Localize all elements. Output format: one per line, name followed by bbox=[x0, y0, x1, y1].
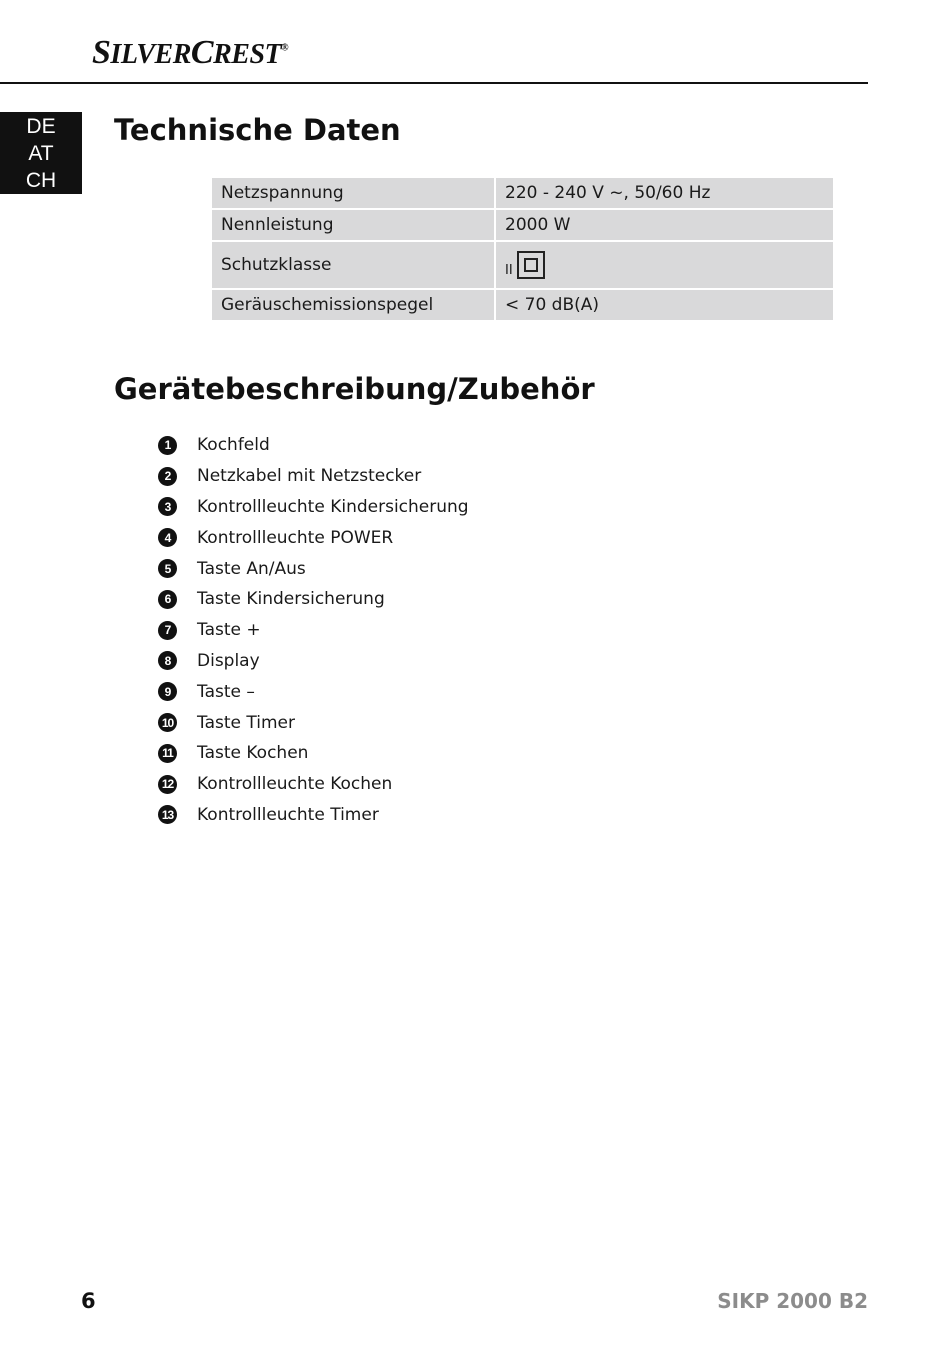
spec-value: < 70 dB(A) bbox=[496, 290, 833, 320]
list-item bbox=[158, 461, 469, 492]
protection-class-label: II bbox=[505, 263, 513, 278]
lang-at: AT bbox=[28, 141, 54, 165]
part-label: Kontrollleuchte POWER bbox=[197, 527, 394, 548]
spec-label: Netzspannung bbox=[212, 178, 494, 208]
spec-value: 220 - 240 V ~, 50/60 Hz bbox=[496, 178, 833, 208]
parts-list bbox=[158, 430, 469, 830]
part-label: Netzkabel mit Netzstecker bbox=[197, 466, 422, 487]
number-badge-icon: 9 bbox=[158, 682, 177, 701]
part-label: Kontrollleuchte Timer bbox=[197, 804, 379, 825]
table-row bbox=[212, 210, 833, 240]
number-badge-icon: 10 bbox=[158, 713, 177, 732]
double-square-icon bbox=[517, 251, 545, 279]
list-item bbox=[158, 676, 469, 707]
list-item bbox=[158, 584, 469, 615]
list-item bbox=[158, 522, 469, 553]
number-badge-icon: 3 bbox=[158, 497, 177, 516]
table-row bbox=[212, 242, 833, 288]
number-badge-icon: 13 bbox=[158, 805, 177, 824]
list-item bbox=[158, 769, 469, 800]
list-item bbox=[158, 430, 469, 461]
number-badge-icon: 8 bbox=[158, 651, 177, 670]
list-item bbox=[158, 646, 469, 677]
list-item bbox=[158, 492, 469, 523]
number-badge-icon: 6 bbox=[158, 590, 177, 609]
parts-heading: Gerätebeschreibung/Zubehör bbox=[114, 372, 595, 406]
list-item bbox=[158, 707, 469, 738]
protection-class-2-icon bbox=[505, 251, 545, 279]
lang-de: DE bbox=[26, 114, 56, 138]
number-badge-icon: 5 bbox=[158, 559, 177, 578]
table-row bbox=[212, 178, 833, 208]
part-label: Kontrollleuchte Kochen bbox=[197, 774, 393, 795]
spec-value: 2000 W bbox=[496, 210, 833, 240]
number-badge-icon: 12 bbox=[158, 775, 177, 794]
list-item bbox=[158, 553, 469, 584]
list-item bbox=[158, 800, 469, 831]
number-badge-icon: 1 bbox=[158, 436, 177, 455]
part-label: Taste Kochen bbox=[197, 743, 309, 764]
spec-label: Nennleistung bbox=[212, 210, 494, 240]
number-badge-icon: 4 bbox=[158, 528, 177, 547]
spec-label: Schutzklasse bbox=[212, 242, 494, 288]
number-badge-icon: 11 bbox=[158, 744, 177, 763]
part-label: Kochfeld bbox=[197, 435, 270, 456]
brand-logo: SILVERCREST® bbox=[92, 34, 289, 71]
part-label: Taste + bbox=[197, 620, 261, 641]
part-label: Taste – bbox=[197, 681, 255, 702]
tech-data-table bbox=[210, 176, 835, 322]
part-label: Display bbox=[197, 650, 260, 671]
page-number: 6 bbox=[81, 1289, 96, 1313]
table-row bbox=[212, 290, 833, 320]
tech-data-heading: Technische Daten bbox=[114, 113, 401, 147]
number-badge-icon: 7 bbox=[158, 621, 177, 640]
model-name: SIKP 2000 B2 bbox=[717, 1289, 868, 1313]
spec-value bbox=[496, 242, 833, 288]
language-tab bbox=[0, 112, 82, 194]
part-label: Kontrollleuchte Kindersicherung bbox=[197, 496, 469, 517]
list-item bbox=[158, 738, 469, 769]
list-item bbox=[158, 615, 469, 646]
lang-ch: CH bbox=[25, 168, 57, 192]
number-badge-icon: 2 bbox=[158, 467, 177, 486]
header-rule bbox=[0, 82, 868, 84]
part-label: Taste An/Aus bbox=[197, 558, 306, 579]
spec-label: Geräuschemissionspegel bbox=[212, 290, 494, 320]
part-label: Taste Timer bbox=[197, 712, 295, 733]
part-label: Taste Kindersicherung bbox=[197, 589, 385, 610]
